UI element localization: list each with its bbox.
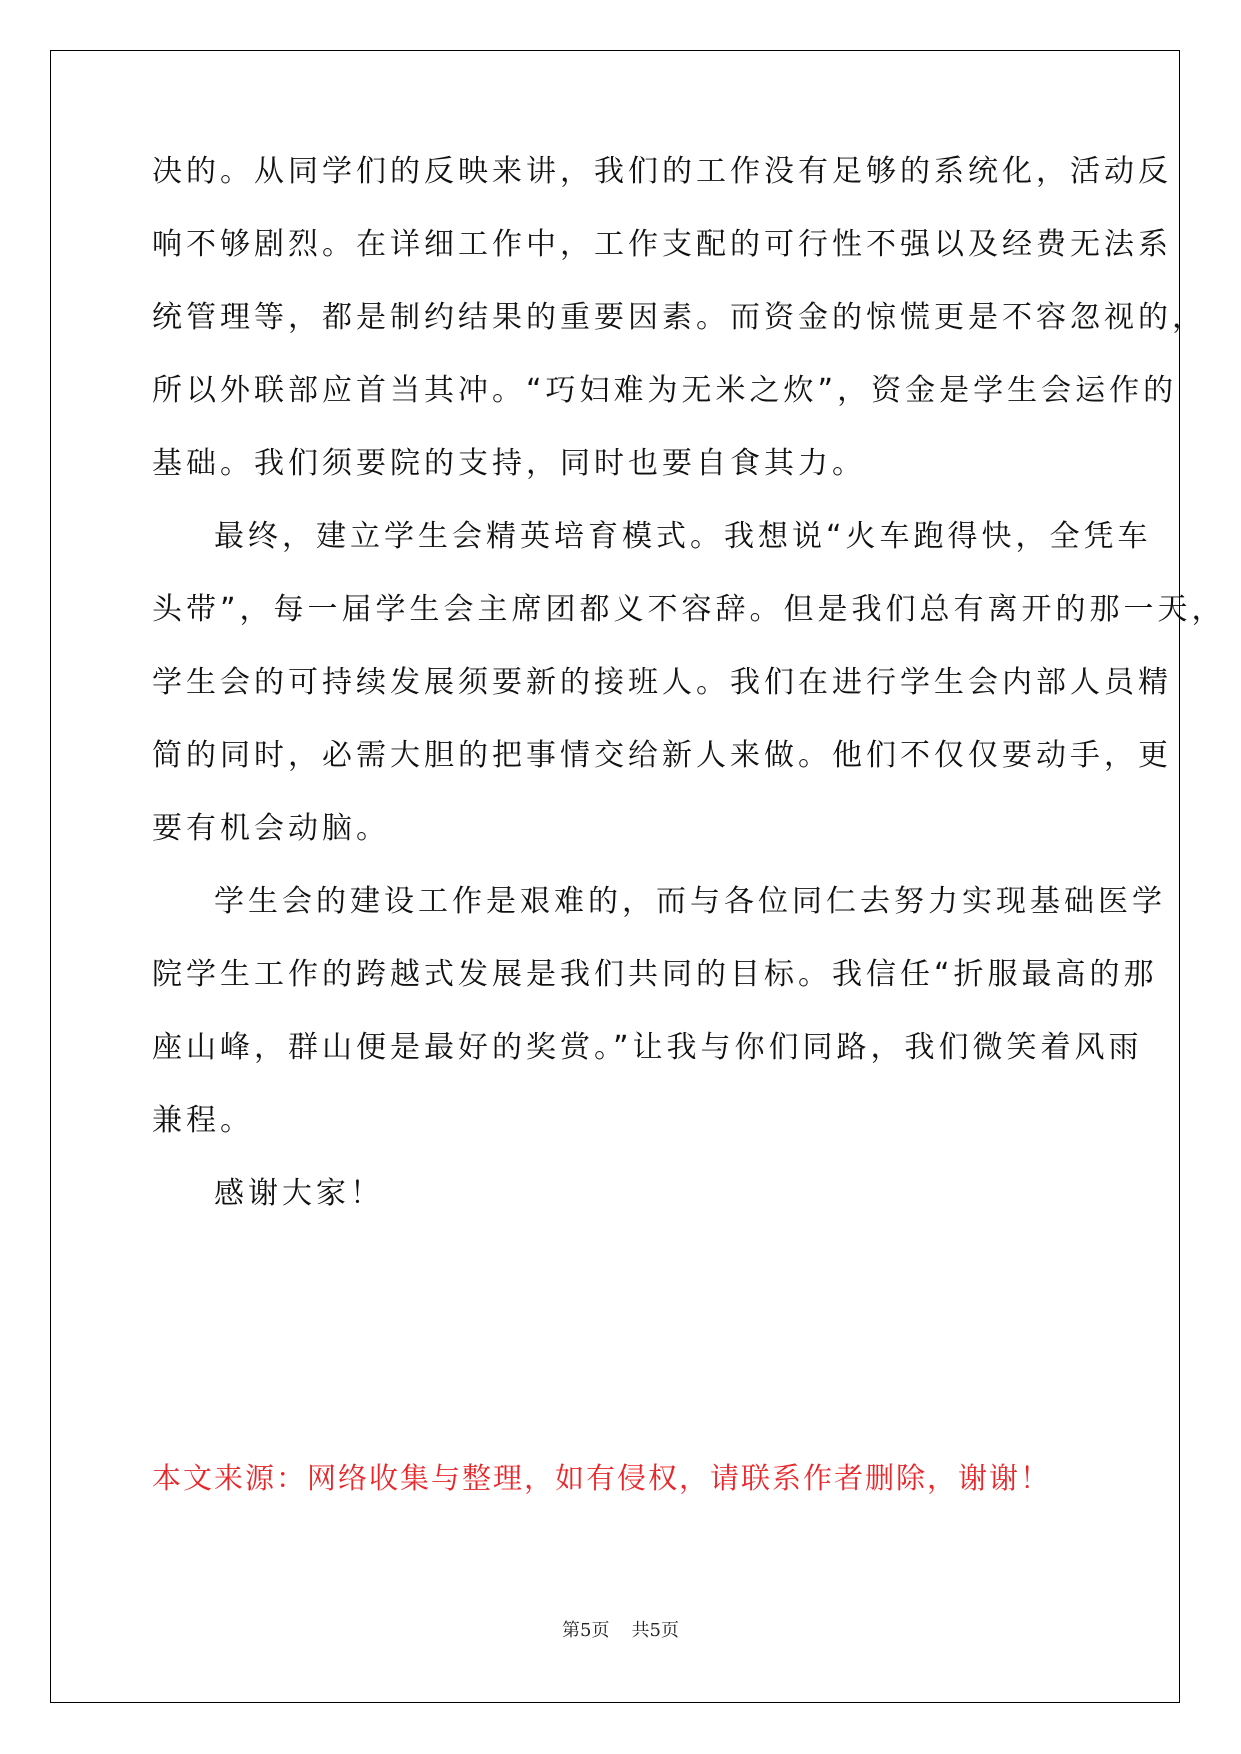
source-notice: 本文来源：网络收集与整理，如有侵权，请联系作者删除，谢谢！ — [152, 1461, 1052, 1495]
text-line: 简的同时，必需大胆的把事情交给新人来做。他们不仅仅要动手，更 — [152, 738, 1172, 773]
text-line: 最终，建立学生会精英培育模式。我想说“火车跑得快，全凭车 — [214, 519, 1152, 554]
text-line: 决的。从同学们的反映来讲，我们的工作没有足够的系统化，活动反 — [152, 154, 1172, 189]
text-line: 要有机会动脑。 — [152, 811, 390, 846]
text-line: 感谢大家！ — [214, 1176, 384, 1211]
text-line: 兼程。 — [152, 1103, 254, 1138]
text-line: 学生会的可持续发展须要新的接班人。我们在进行学生会内部人员精 — [152, 665, 1172, 700]
text-line: 所以外联部应首当其冲。“巧妇难为无米之炊”，资金是学生会运作的 — [152, 373, 1178, 408]
text-line: 学生会的建设工作是艰难的，而与各位同仁去努力实现基础医学 — [214, 884, 1166, 919]
page-footer — [0, 1616, 1241, 1642]
text-line: 基础。我们须要院的支持，同时也要自食其力。 — [152, 446, 866, 481]
text-line: 座山峰，群山便是最好的奖赏。”让我与你们同路，我们微笑着风雨 — [152, 1030, 1143, 1065]
total-pages-label: 共5页 — [631, 1620, 679, 1641]
text-line: 院学生工作的跨越式发展是我们共同的目标。我信任“折服最高的那 — [152, 957, 1158, 992]
text-line: 头带”，每一届学生会主席团都义不容辞。但是我们总有离开的那一天， — [152, 592, 1226, 627]
text-line: 统管理等，都是制约结果的重要因素。而资金的惊慌更是不容忽视的， — [152, 300, 1206, 335]
text-line: 响不够剧烈。在详细工作中，工作支配的可行性不强以及经费无法系 — [152, 227, 1172, 262]
current-page-label: 第5页 — [562, 1620, 610, 1641]
